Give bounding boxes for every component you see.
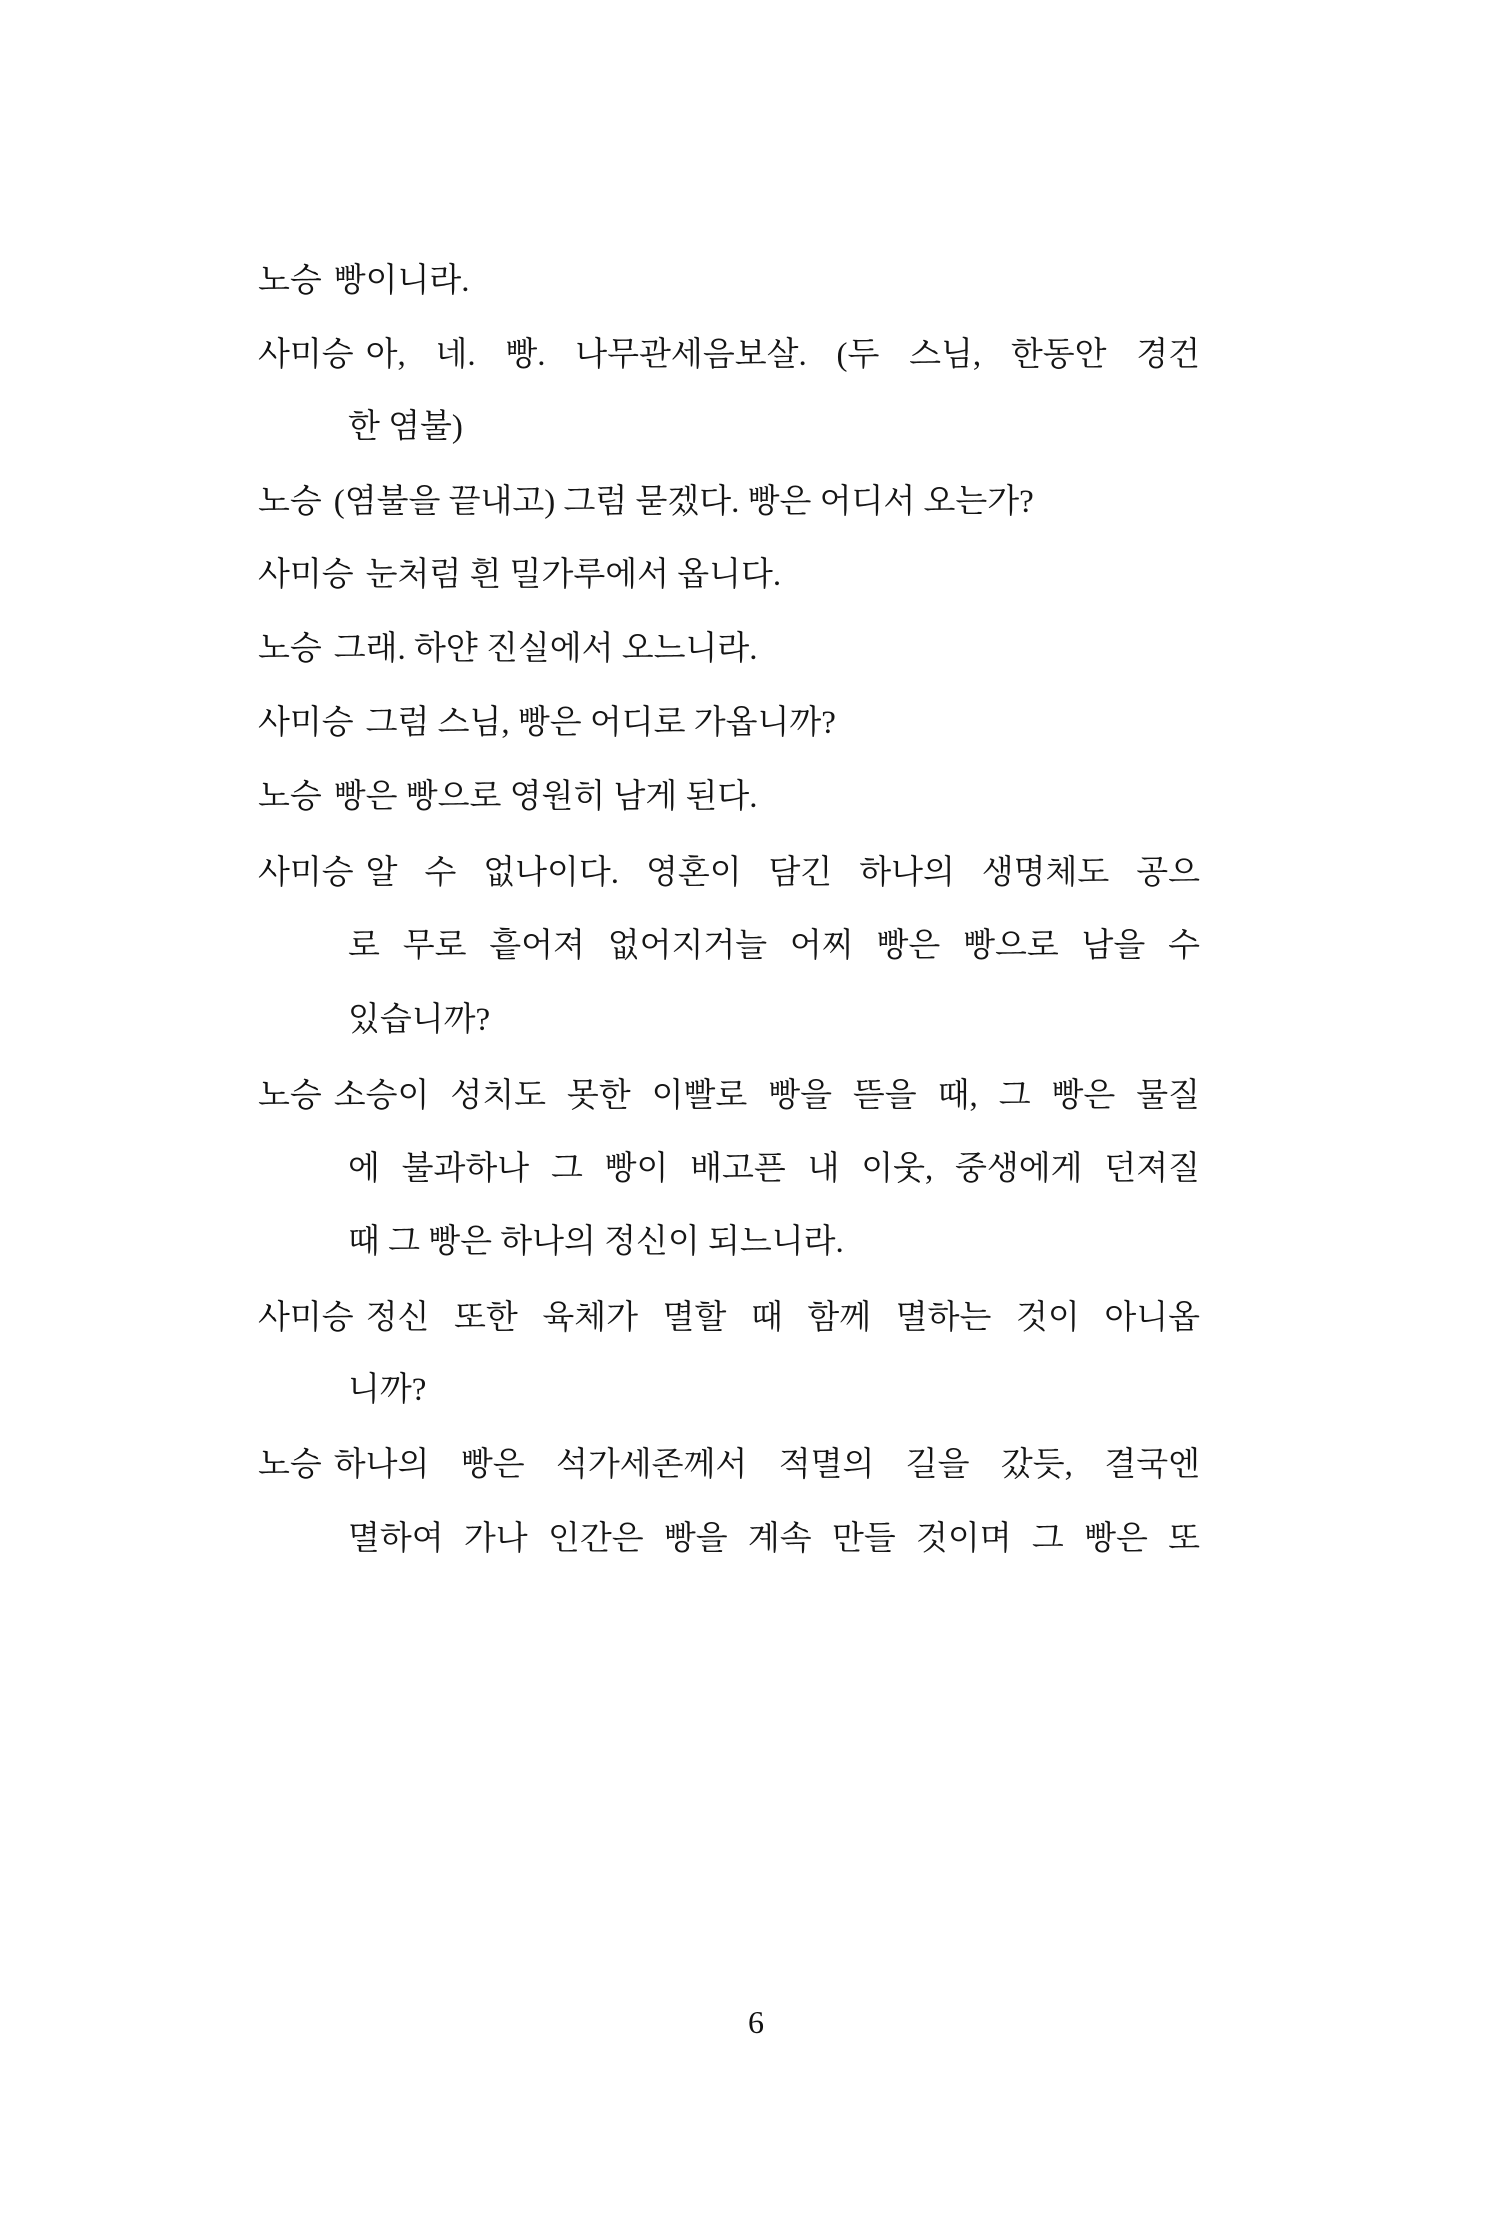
dialogue-text: 아, 네. 빵. 나무관세음보살. (두 스님, 한동안 경건 <box>365 337 1200 373</box>
dialogue-line <box>258 552 1200 596</box>
dialogue-text: 그럼 스님, 빵은 어디로 가옵니까? <box>365 705 836 741</box>
speaker-name: 노승 <box>258 777 322 814</box>
speaker-name: 노승 <box>258 1445 322 1482</box>
dialogue-text: 빵은 빵으로 영원히 남게 된다. <box>333 779 758 815</box>
dialogue-continuation-line: 멸하여 가나 인간은 빵을 계속 만들 것이며 그 빵은 또 <box>348 1521 1200 1557</box>
dialogue-continuation-line: 에 불과하나 그 빵이 배고픈 내 이웃, 중생에게 던져질 <box>348 1151 1200 1187</box>
dialogue-line <box>258 626 1200 670</box>
dialogue-continuation-line: 있습니까? <box>348 1002 491 1038</box>
dialogue-text: 소승이 성치도 못한 이빨로 빵을 뜯을 때, 그 빵은 물질 <box>333 1078 1200 1114</box>
dialogue-line <box>258 1442 1200 1486</box>
dialogue-line <box>258 1073 1200 1117</box>
dialogue-continuation-line: 로 무로 흩어져 없어지거늘 어찌 빵은 빵으로 남을 수 <box>348 928 1200 964</box>
dialogue-text: (염불을 끝내고) 그럼 묻겠다. 빵은 어디서 오는가? <box>333 484 1034 520</box>
speaker-name: 노승 <box>258 261 322 298</box>
speaker-name: 사미승 <box>258 335 354 372</box>
dialogue-text: 하나의 빵은 석가세존께서 적멸의 길을 갔듯, 결국엔 <box>333 1447 1200 1483</box>
speaker-name: 노승 <box>258 1076 322 1113</box>
dialogue-continuation-line: 한 염불) <box>348 409 463 445</box>
dialogue-line <box>258 774 1200 818</box>
dialogue-continuation-line: 때 그 빵은 하나의 정신이 되느니라. <box>348 1224 844 1260</box>
speaker-name: 노승 <box>258 482 322 519</box>
page-number: 6 <box>748 2004 764 2040</box>
dialogue-text: 눈처럼 흰 밀가루에서 옵니다. <box>365 557 782 593</box>
dialogue-text: 알 수 없나이다. 영혼이 담긴 하나의 생명체도 공으 <box>365 855 1200 891</box>
dialogue-text: 빵이니라. <box>333 263 470 299</box>
speaker-name: 사미승 <box>258 555 354 592</box>
dialogue-line <box>258 850 1200 894</box>
speaker-name: 사미승 <box>258 853 354 890</box>
dialogue-text: 정신 또한 육체가 멸할 때 함께 멸하는 것이 아니옵 <box>365 1300 1200 1336</box>
dialogue-text: 그래. 하얀 진실에서 오느니라. <box>333 631 758 667</box>
dialogue-continuation-line: 니까? <box>348 1372 427 1408</box>
dialogue-line <box>258 332 1200 376</box>
dialogue-line <box>258 1295 1200 1339</box>
speaker-name: 사미승 <box>258 1298 354 1335</box>
speaker-name: 사미승 <box>258 703 354 740</box>
speaker-name: 노승 <box>258 629 322 666</box>
dialogue-line <box>258 479 1200 523</box>
dialogue-line <box>258 700 1200 744</box>
dialogue-line <box>258 258 1200 302</box>
